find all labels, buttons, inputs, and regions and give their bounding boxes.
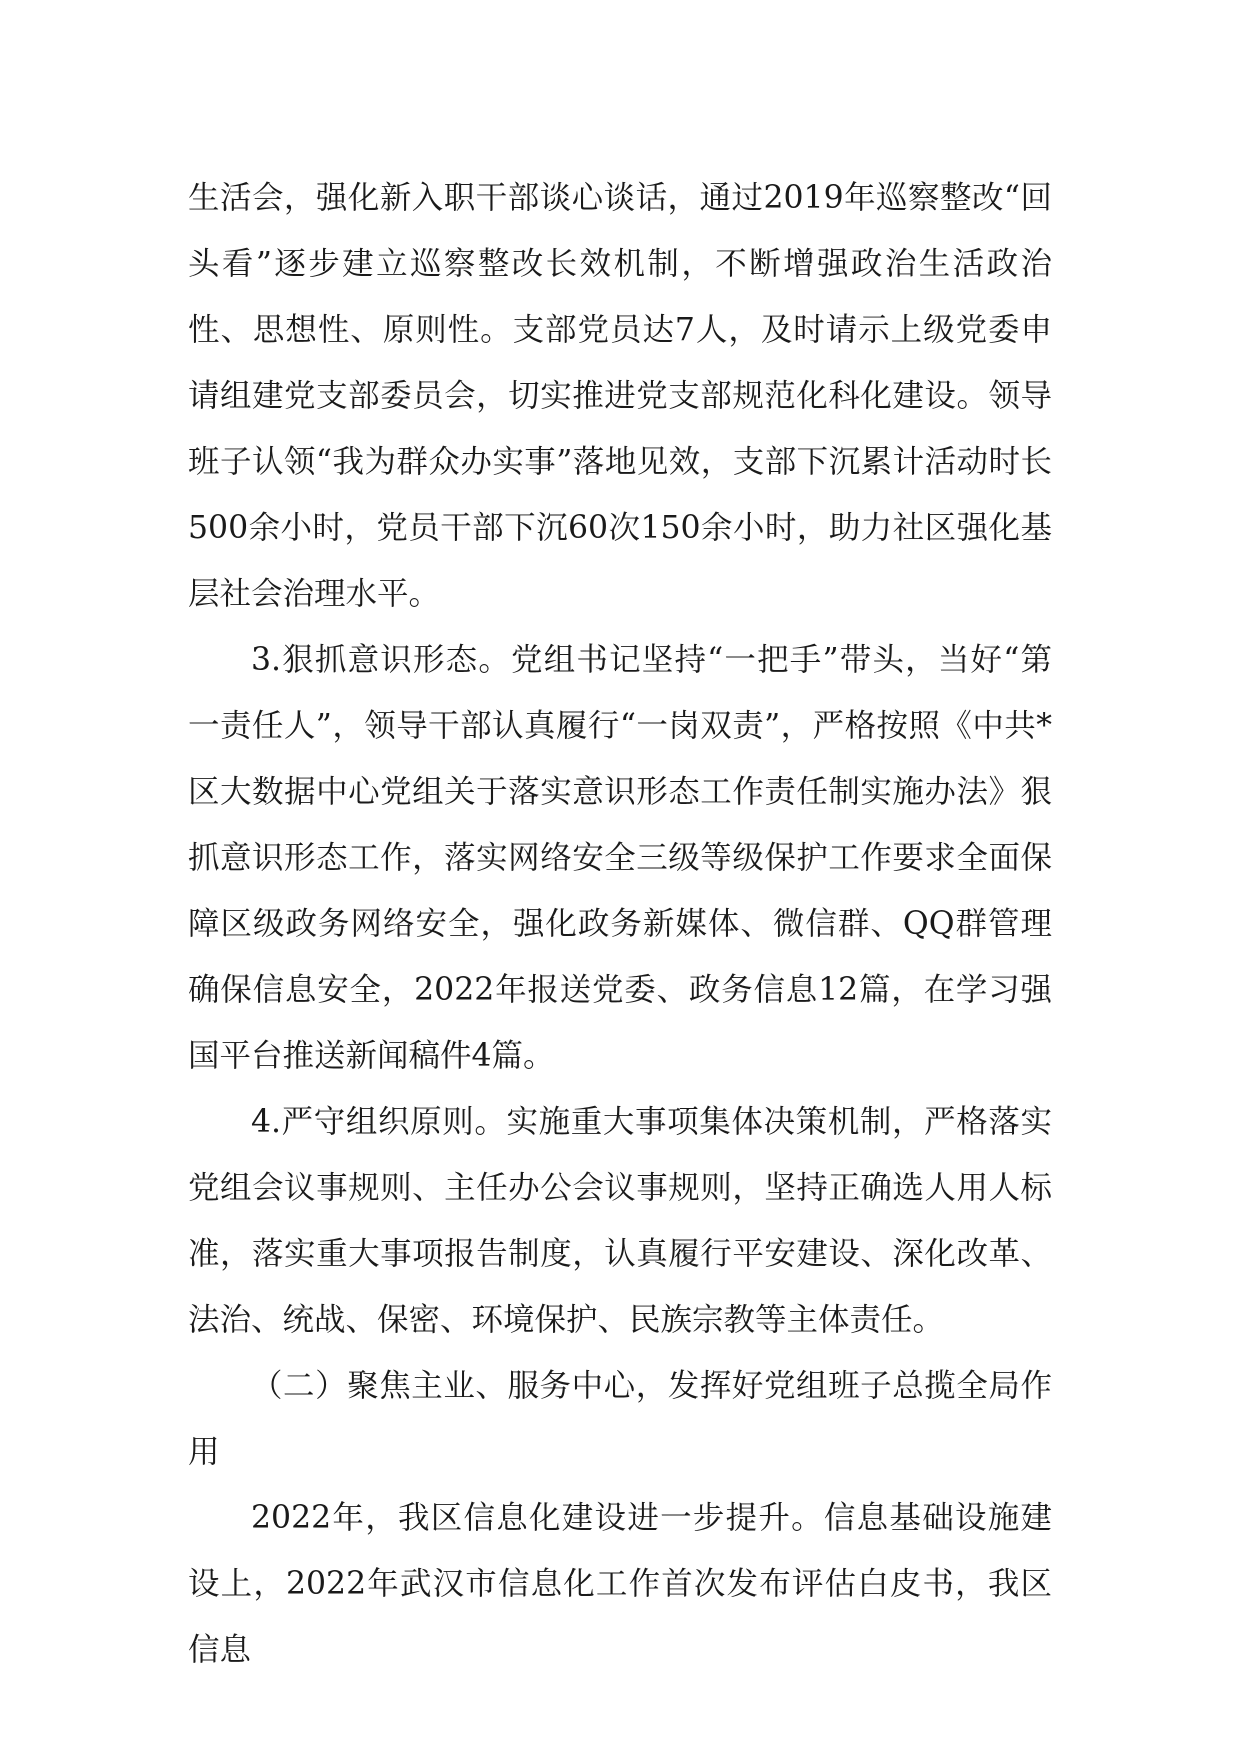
document-body	[188, 165, 1052, 1683]
paragraph-ideology: 3.狠抓意识形态。党组书记坚持“一把手”带头，当好“第一责任人”，领导干部认真履行“一岗双责”，严格按照《中共*区大数据中心党组关于落实意识形态工作责任制实施办法》狠抓意识形态工作，落实网络安全三级等级保护工作要求全面保障区级政务网络安全，强化政务新媒体、微信群、QQ群管理确保信息安全，2022年报送党委、政务信息12篇，在学习强国平台推送新闻稿件4篇。	[188, 642, 1052, 1074]
paragraph-continuation: 生活会，强化新入职干部谈心谈话，通过2019年巡察整改“回头看”逐步建立巡察整改长效机制，不断增强政治生活政治性、思想性、原则性。支部党员达7人，及时请示上级党委申请组建党支部委员会，切实推进党支部规范化科化建设。领导班子认领“我为群众办实事”落地见效，支部下沉累计活动时长500余小时，党员干部下沉60次150余小时，助力社区强化基层社会治理水平。	[188, 180, 1052, 612]
paragraph-informatization: 2022年，我区信息化建设进一步提升。信息基础设施建设上，2022年武汉市信息化工作首次发布评估白皮书，我区信息	[188, 1500, 1052, 1668]
paragraph-organization-principles: 4.严守组织原则。实施重大事项集体决策机制，严格落实党组会议事规则、主任办公会议事规则，坚持正确选人用人标准，落实重大事项报告制度，认真履行平安建设、深化改革、法治、统战、保密、环境保护、民族宗教等主体责任。	[188, 1104, 1052, 1338]
section-heading: （二）聚焦主业、服务中心，发挥好党组班子总揽全局作用	[188, 1368, 1052, 1470]
